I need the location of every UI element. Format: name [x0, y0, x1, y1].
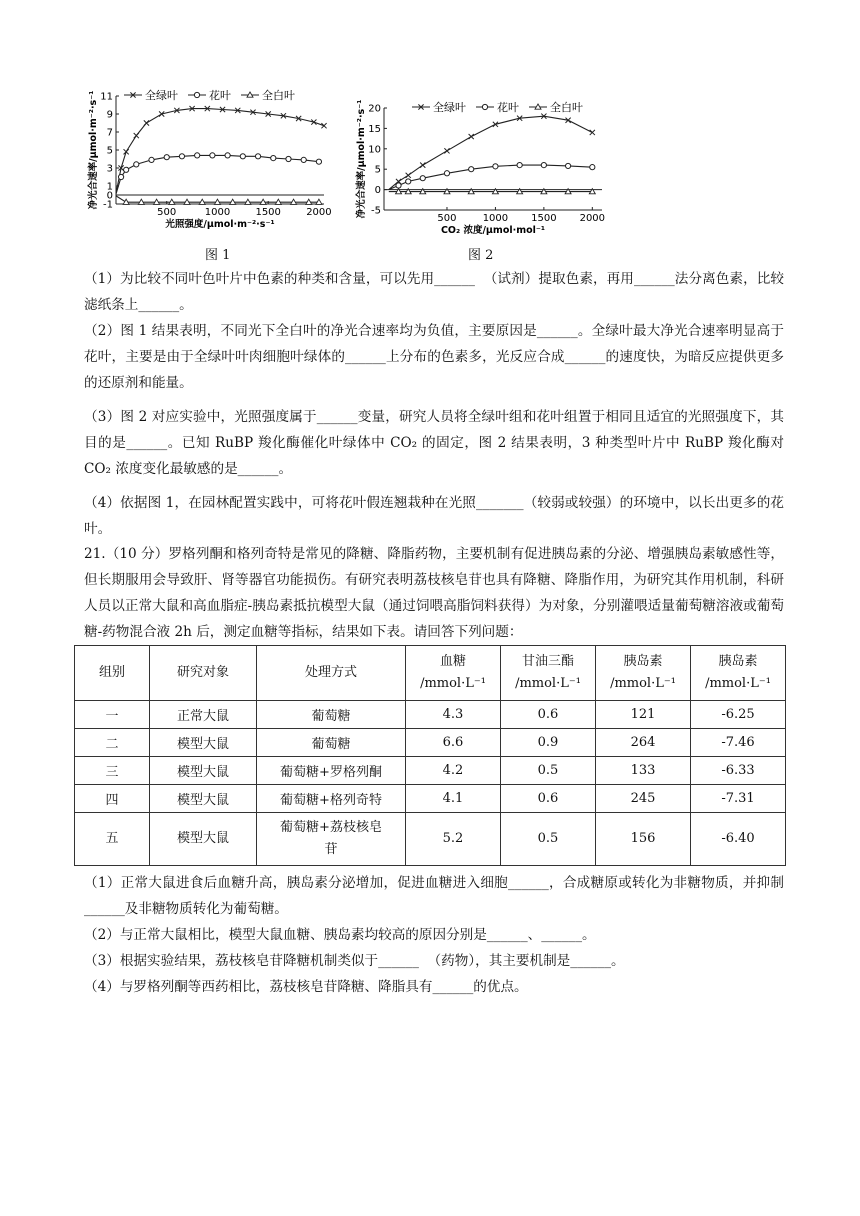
table-row: [75, 813, 786, 866]
table-cell: -6.25: [691, 701, 786, 729]
series-全绿叶: [116, 106, 327, 193]
data-point-circle: [124, 167, 129, 172]
figure-2-caption: 图 2: [468, 248, 494, 263]
table-cell: 四: [75, 785, 150, 813]
data-point-circle: [194, 92, 199, 97]
data-point-circle: [469, 167, 474, 172]
q21-part3: （3）根据实验结果，荔枝核皂苷降糖机制类似于______ （药物），其主要机制是______。: [84, 953, 625, 969]
table-cell: 葡萄糖+荔枝核皂 苷: [257, 813, 406, 866]
data-point-circle: [396, 183, 401, 188]
y-tick-label: 7: [106, 127, 113, 139]
table-row: [75, 701, 786, 729]
y-axis-label: 净光合速率/μmol·m⁻²·s⁻¹: [356, 99, 367, 219]
x-tick-label: 1000: [204, 207, 231, 218]
series-line: [116, 109, 324, 194]
table-row: [75, 757, 786, 785]
table-cell: 正常大鼠: [150, 701, 257, 729]
figure-1-chart: [84, 86, 334, 236]
table-cell: 264: [596, 729, 691, 757]
col-header-insulin-2: 胰岛素 /mmol·L⁻¹: [691, 646, 786, 701]
legend-label: 全绿叶: [145, 89, 178, 102]
q20-part4: （4）依据图 1，在园林配置实践中，可将花叶假连翘栽种在光照_______（较弱或较强）的环境中，以长出更多的花叶。: [84, 495, 784, 537]
series-花叶: [389, 163, 595, 190]
table-row: [75, 785, 786, 813]
data-point-x: [124, 149, 129, 154]
y-tick-label: 0: [106, 190, 113, 202]
table-cell: 0.6: [501, 785, 596, 813]
legend-label: 全白叶: [550, 101, 583, 114]
q21-intro: 21.（10 分）罗格列酮和格列奇特是常见的降糖、降脂药物，主要机制有促进胰岛素的分泌、增强胰岛素敏感性等，但长期服用会导致肝、肾等器官功能损伤。有研究表明荔枝核皂苷也具有降糖、降脂作用，为研究其作用机制，科研人员以正常大鼠和高血脂症-胰岛素抵抗模型大鼠（通过饲喂高脂饲料获得）为对象，分别灌喂适量葡萄糖溶液或葡萄糖-药物混合液 2h 后，测定血糖等指标，结果如下表。请回答下列问题：: [84, 546, 784, 640]
table-row: [75, 729, 786, 757]
q21-part2: （2）与正常大鼠相比，模型大鼠血糖、胰岛素均较高的原因分别是______、______。: [84, 927, 596, 943]
table-cell: 4.2: [406, 757, 501, 785]
data-point-circle: [210, 153, 215, 158]
data-point-circle: [420, 176, 425, 181]
y-tick-label: 10: [368, 144, 381, 156]
table-cell: -7.46: [691, 729, 786, 757]
data-point-circle: [482, 104, 487, 109]
table-cell: 245: [596, 785, 691, 813]
q20-part2: （2）图 1 结果表明，不同光下全白叶的净光合速率均为负值，主要原因是______。全绿叶最大净光合速率明显高于花叶，主要是由于全绿叶叶肉细胞叶绿体的______上分布的色素多，光反应合成______的速度快，为暗反应提供更多的还原剂和能量。: [84, 323, 784, 391]
col-header-subject: 研究对象: [150, 646, 257, 701]
data-point-x: [420, 163, 425, 168]
table-cell: 6.6: [406, 729, 501, 757]
table-cell: 4.3: [406, 701, 501, 729]
x-tick-label: 500: [437, 213, 457, 224]
y-tick-label: 11: [100, 91, 113, 103]
data-point-circle: [406, 179, 411, 184]
data-point-x: [134, 133, 139, 138]
table-cell: 4.1: [406, 785, 501, 813]
data-point-circle: [316, 159, 321, 164]
y-tick-label: 9: [106, 109, 113, 121]
table-cell: 模型大鼠: [150, 757, 257, 785]
legend-label: 全白叶: [262, 89, 295, 102]
figure-2-chart: [346, 86, 616, 236]
table-cell: 0.6: [501, 701, 596, 729]
col-header-glucose: 血糖 /mmol·L⁻¹: [406, 646, 501, 701]
data-point-circle: [565, 163, 570, 168]
table-cell: 5.2: [406, 813, 501, 866]
data-point-circle: [225, 153, 230, 158]
col-header-group: 组别: [75, 646, 150, 701]
data-point-circle: [149, 157, 154, 162]
q20-part3: （3）图 2 对应实验中，光照强度属于______变量，研究人员将全绿叶组和花叶组置于相同且适宜的光照强度下，其目的是______。已知 RuBP 羧化酶催化叶绿体中 CO₂ 的固定，图 2 结果表明，3 种类型叶片中 RuBP 羧化酶对 CO₂ 浓度变化最敏感的是______。: [84, 409, 789, 477]
table-cell: -7.31: [691, 785, 786, 813]
data-point-circle: [134, 162, 139, 167]
data-point-x: [321, 123, 326, 128]
q21-part1: （1）正常大鼠进食后血糖升高，胰岛素分泌增加，促进血糖进入细胞______，合成糖原或转化为非糖物质，并抑制______及非糖物质转化为葡萄糖。: [84, 875, 784, 917]
x-tick-label: 2000: [579, 213, 606, 224]
table-cell: 模型大鼠: [150, 785, 257, 813]
data-point-circle: [164, 155, 169, 160]
data-point-circle: [195, 153, 200, 158]
table-cell: 0.5: [501, 757, 596, 785]
col-header-triglyceride: 甘油三酯 /mmol·L⁻¹: [501, 646, 596, 701]
data-point-x: [406, 173, 411, 178]
col-header-insulin: 胰岛素 /mmol·L⁻¹: [596, 646, 691, 701]
data-point-circle: [493, 164, 498, 169]
y-tick-label: 3: [106, 163, 113, 175]
data-point-x: [144, 120, 149, 125]
data-point-x: [469, 134, 474, 139]
y-axis-label: 净光合速率/μmol·m⁻²·s⁻¹: [88, 90, 99, 210]
x-axis-label: CO₂ 浓度/μmol·mol⁻¹: [440, 225, 546, 236]
y-tick-label: 20: [368, 103, 381, 115]
x-tick-label: 1500: [531, 213, 557, 224]
series-全白叶: [116, 196, 322, 205]
x-axis-label: 光照强度/μmol·m⁻²·s⁻¹: [165, 219, 275, 230]
table-cell: 156: [596, 813, 691, 866]
data-point-circle: [240, 154, 245, 159]
table-cell: -6.33: [691, 757, 786, 785]
data-point-x: [444, 148, 449, 153]
table-cell: 121: [596, 701, 691, 729]
data-point-x: [590, 130, 595, 135]
data-point-circle: [118, 174, 123, 179]
table-cell: 模型大鼠: [150, 729, 257, 757]
y-tick-label: 5: [106, 145, 113, 157]
data-point-circle: [517, 163, 522, 168]
figure-1: [84, 86, 334, 236]
legend-label: 全绿叶: [433, 101, 466, 114]
series-花叶: [116, 153, 322, 194]
figure-1-caption: 图 1: [205, 248, 231, 263]
table-cell: 一: [75, 701, 150, 729]
data-point-circle: [541, 163, 546, 168]
table-header-row: [75, 646, 786, 701]
x-tick-label: 500: [157, 207, 177, 218]
x-tick-label: 2000: [306, 207, 332, 218]
y-tick-label: 15: [368, 123, 381, 135]
col-header-treatment: 处理方式: [257, 646, 406, 701]
table-cell: 葡萄糖+罗格列酮: [257, 757, 406, 785]
table-cell: 0.5: [501, 813, 596, 866]
data-point-circle: [286, 156, 291, 161]
figure-2: [346, 86, 616, 236]
table-cell: 三: [75, 757, 150, 785]
q21-part4: （4）与罗格列酮等西药相比，荔枝核皂苷降糖、降脂具有______的优点。: [84, 979, 528, 995]
data-point-circle: [301, 157, 306, 162]
data-point-circle: [444, 171, 449, 176]
table-cell: -6.40: [691, 813, 786, 866]
data-point-circle: [255, 154, 260, 159]
series-line: [389, 165, 593, 190]
table-cell: 模型大鼠: [150, 813, 257, 866]
table-cell: 葡萄糖+格列奇特: [257, 785, 406, 813]
y-tick-label: -1: [103, 199, 113, 211]
data-point-circle: [271, 156, 276, 161]
table-cell: 葡萄糖: [257, 701, 406, 729]
y-tick-label: 0: [374, 185, 381, 197]
data-point-circle: [179, 154, 184, 159]
y-tick-label: -5: [371, 205, 381, 217]
y-tick-label: 1: [106, 181, 113, 193]
q20-part1: （1）为比较不同叶色叶片中色素的种类和含量，可以先用______ （试剂）提取色素，再用______法分离色素，比较滤纸条上______。: [84, 271, 784, 313]
table-cell: 葡萄糖: [257, 729, 406, 757]
y-tick-label: 5: [374, 164, 381, 176]
table-cell: 0.9: [501, 729, 596, 757]
legend-label: 花叶: [209, 89, 231, 102]
table-cell: 二: [75, 729, 150, 757]
results-table: [74, 645, 786, 866]
legend-label: 花叶: [497, 101, 519, 114]
x-tick-label: 1000: [482, 213, 509, 224]
table-cell: 五: [75, 813, 150, 866]
table-cell: 133: [596, 757, 691, 785]
x-tick-label: 1500: [255, 207, 281, 218]
data-point-circle: [590, 165, 595, 170]
